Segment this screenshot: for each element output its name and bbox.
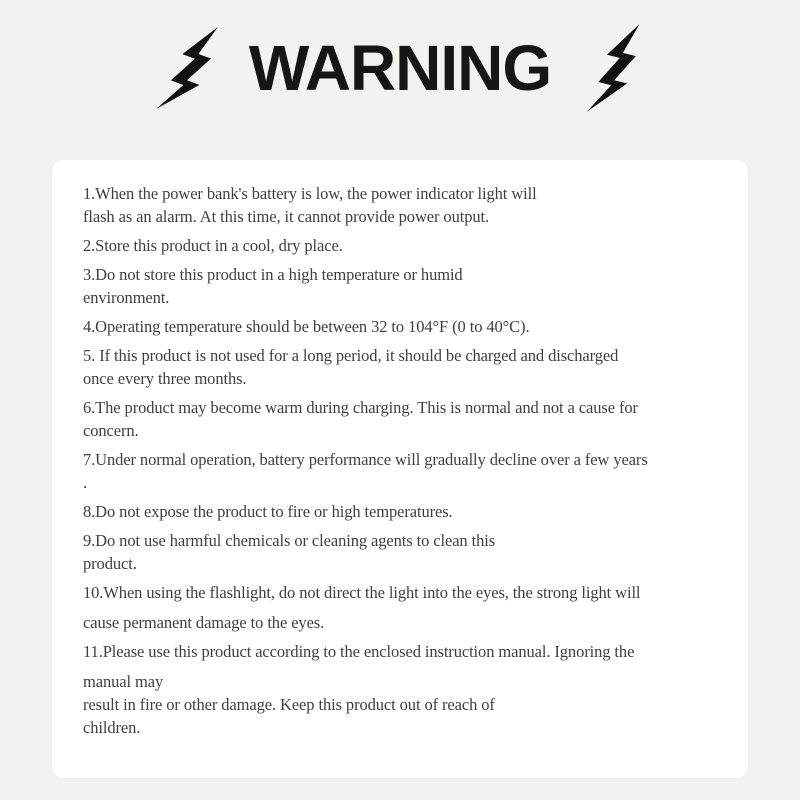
warning-line: 2.Store this product in a cool, dry place. [83,236,343,255]
warning-line: once every three months. [83,369,247,388]
warning-line: 7.Under normal operation, battery performance will gradually decline over a few years [83,450,648,469]
warning-item [83,581,726,634]
warning-title: WARNING [248,32,552,104]
warning-line: result in fire or other damage. Keep this product out of reach of [83,695,495,714]
warning-item [83,448,726,494]
warning-line: . [83,473,88,492]
warning-item [83,640,726,739]
warning-line: flash as an alarm. At this time, it cannot provide power output. [83,207,490,226]
warning-line: 8.Do not expose the product to fire or high temperatures. [83,502,453,521]
lightning-bolt-right-icon [584,24,643,112]
warning-item [83,344,726,390]
lightning-bolt-left-icon [156,23,218,113]
warning-line: 6.The product may become warm during charging. This is normal and not a cause for [83,398,638,417]
warning-item [83,234,726,257]
warning-line: 9.Do not use harmful chemicals or cleaning agents to clean this [83,531,496,550]
warning-line: 3.Do not store this product in a high temperature or humid [83,265,463,284]
warning-line: 1.When the power bank's battery is low, the power indicator light will [83,184,537,203]
warning-item [83,529,726,575]
warning-line: cause permanent damage to the eyes. [83,613,325,632]
warning-item [83,315,726,338]
warning-line: 10.When using the flashlight, do not direct the light into the eyes, the strong light will [83,583,641,602]
warning-line: 11.Please use this product according to the enclosed instruction manual. Ignoring the [83,642,635,661]
warning-line: 4.Operating temperature should be between 32 to 104°F (0 to 40°C). [83,317,530,336]
warning-header [0,18,800,118]
page-background [0,18,800,800]
warning-line: 5. If this product is not used for a long period, it should be charged and discharged [83,346,619,365]
warning-line: concern. [83,421,139,440]
warning-item [83,263,726,309]
warning-line: manual may [83,672,164,691]
warning-line: children. [83,718,141,737]
warning-item [83,182,726,228]
warning-line: environment. [83,288,170,307]
warning-item [83,396,726,442]
warning-item [83,500,726,523]
warning-line: product. [83,554,137,573]
warning-card [52,160,748,778]
